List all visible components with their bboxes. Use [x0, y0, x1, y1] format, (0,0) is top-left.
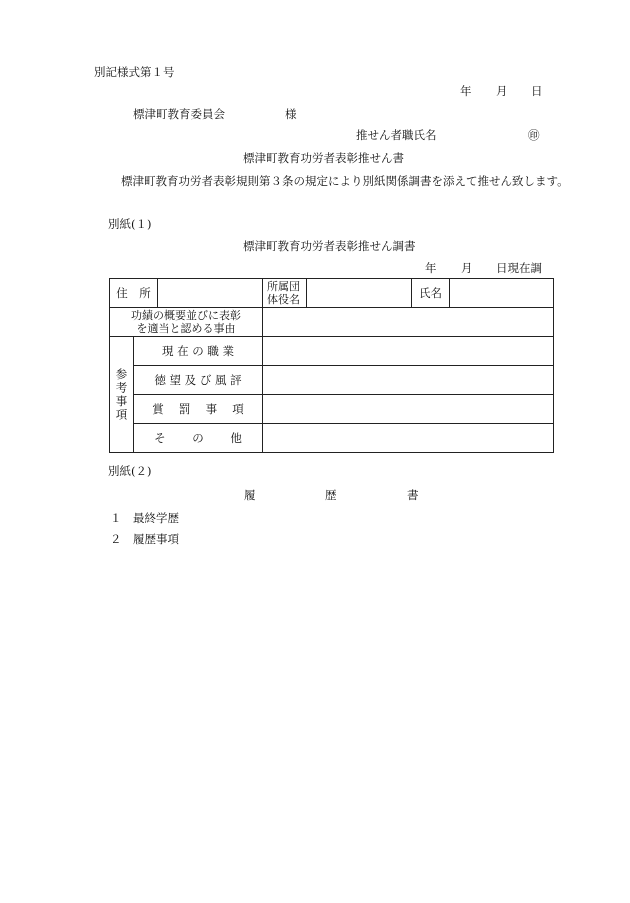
body-text: 標津町教育功労者表彰規則第３条の規定により別紙関係調書を添えて推せん致します。	[121, 174, 569, 188]
affiliation-field[interactable]	[307, 279, 412, 308]
list-item-number: ２	[110, 532, 122, 546]
merit-label-line1: 功績の概要並びに表彰	[131, 309, 241, 322]
attachment1-date-day: 日現在調	[496, 261, 542, 275]
occupation-field[interactable]	[263, 337, 554, 366]
reference-label-text: 参考事項	[114, 367, 129, 422]
table-row	[110, 424, 554, 453]
merit-label	[110, 308, 263, 337]
resume-title-char-3: 書	[407, 488, 419, 502]
reputation-field[interactable]	[263, 366, 554, 395]
affiliation-label-line2: 体役名	[267, 293, 300, 306]
table-row	[110, 279, 554, 308]
merit-field[interactable]	[263, 308, 554, 337]
recommender-label: 推せん者職氏名	[356, 128, 437, 142]
name-field[interactable]	[450, 279, 554, 308]
resume-title-char-2: 歴	[325, 488, 337, 502]
rewards-label: 賞 罰 事 項	[134, 395, 263, 424]
addressee-honorific: 様	[285, 107, 297, 121]
addressee-name: 標津町教育委員会	[133, 107, 225, 121]
list-item: 履歴事項	[133, 532, 179, 546]
list-item-number: １	[110, 511, 122, 525]
affiliation-label-line1: 所属団	[267, 280, 300, 293]
occupation-label: 現 在 の 職 業	[134, 337, 263, 366]
table-row	[110, 337, 554, 366]
address-label: 住 所	[110, 279, 158, 308]
name-label: 氏名	[412, 279, 450, 308]
table-row	[110, 366, 554, 395]
document-title: 標津町教育功労者表彰推せん書	[243, 151, 404, 165]
date-day-label: 日	[531, 84, 543, 98]
attachment1-date-year: 年	[425, 261, 437, 275]
recommendation-table	[109, 278, 554, 453]
attachment1-title: 標津町教育功労者表彰推せん調書	[243, 239, 416, 253]
attachment1-date-month: 月	[461, 261, 473, 275]
table-row	[110, 395, 554, 424]
attachment2-label: 別紙(２)	[108, 464, 152, 478]
list-item: 最終学歴	[133, 511, 179, 525]
merit-label-line2: を適当と認める事由	[136, 322, 236, 335]
affiliation-label	[263, 279, 307, 308]
seal-mark: ㊞	[528, 128, 540, 142]
form-number: 別記様式第１号	[94, 65, 175, 79]
other-label: そ の 他	[134, 424, 263, 453]
attachment1-label: 別紙(１)	[108, 217, 152, 231]
date-month-label: 月	[496, 84, 508, 98]
resume-title-char-1: 履	[244, 488, 256, 502]
reputation-label: 徳 望 及 び 風 評	[134, 366, 263, 395]
rewards-field[interactable]	[263, 395, 554, 424]
date-year-label: 年	[460, 84, 472, 98]
table-row	[110, 308, 554, 337]
reference-label	[110, 337, 134, 453]
other-field[interactable]	[263, 424, 554, 453]
address-field[interactable]	[158, 279, 263, 308]
